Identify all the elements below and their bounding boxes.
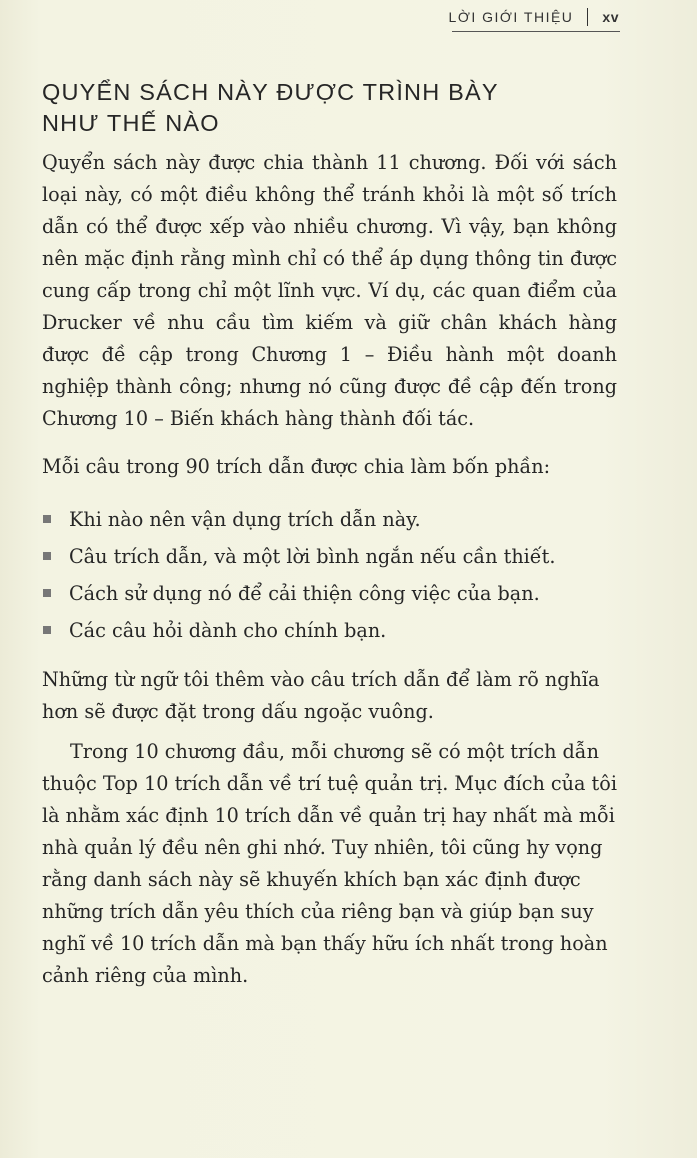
list-item xyxy=(42,612,617,649)
list-item xyxy=(42,501,617,538)
square-bullet-icon xyxy=(43,589,51,597)
list-item xyxy=(42,538,617,575)
paragraph-top10: Trong 10 chương đầu, mỗi chương sẽ có một trích dẫn thuộc Top 10 trích dẫn về trí tuệ quản trị. Mục đích của tôi là nhằm xác định 10 trích dẫn về quản trị hay nhất mà mỗi nhà quản lý đều nên ghi nhớ. Tuy nhiên, tôi cũng hy vọng rằng danh sách này sẽ khuyến khích bạn xác định được những trích dẫn yêu thích của riêng bạn và giúp bạn suy nghĩ về 10 trích dẫn mà bạn thấy hữu ích nhất trong hoàn cảnh riêng của mình. xyxy=(42,740,617,987)
page-number: xv xyxy=(602,9,619,25)
list-item-text: Cách sử dụng nó để cải thiện công việc của bạn. xyxy=(69,582,540,605)
list-item-text: Câu trích dẫn, và một lời bình ngắn nếu cần thiết. xyxy=(69,545,556,568)
header-rule xyxy=(452,31,620,32)
paragraph-chapters: Quyển sách này được chia thành 11 chương. Đối với sách loại này, có một điều không thể tránh khỏi là một số trích dẫn có thể được xếp vào nhiều chương. Vì vậy, bạn không nên mặc định rằng mình chỉ có thể áp dụng thông tin được cung cấp trong chỉ một lĩnh vực. Ví dụ, các quan điểm của Drucker về nhu cầu tìm kiếm và giữ chân khách hàng được đề cập trong Chương 1 – Điều hành một doanh nghiệp thành công; nhưng nó cũng được đề cập đến trong Chương 10 – Biến khách hàng thành đối tác. xyxy=(42,151,617,430)
bullet-list xyxy=(42,501,617,649)
section-title xyxy=(42,77,602,139)
square-bullet-icon xyxy=(43,626,51,634)
paragraph-quote-parts: Mỗi câu trong 90 trích dẫn được chia làm bốn phần: xyxy=(42,455,551,478)
running-title: LỜI GIỚI THIỆU xyxy=(448,9,574,25)
square-bullet-icon xyxy=(43,552,51,560)
running-header xyxy=(449,8,619,26)
paragraph-brackets: Những từ ngữ tôi thêm vào câu trích dẫn để làm rõ nghĩa hơn sẽ được đặt trong dấu ngoặc vuông. xyxy=(42,668,600,723)
square-bullet-icon xyxy=(43,515,51,523)
list-item-text: Khi nào nên vận dụng trích dẫn này. xyxy=(69,508,421,531)
list-item-text: Các câu hỏi dành cho chính bạn. xyxy=(69,619,387,642)
header-separator xyxy=(587,8,588,26)
section-title-line2: NHƯ THẾ NÀO xyxy=(42,110,220,136)
section-title-line1: QUYỂN SÁCH NÀY ĐƯỢC TRÌNH BÀY xyxy=(42,79,499,105)
list-item xyxy=(42,575,617,612)
